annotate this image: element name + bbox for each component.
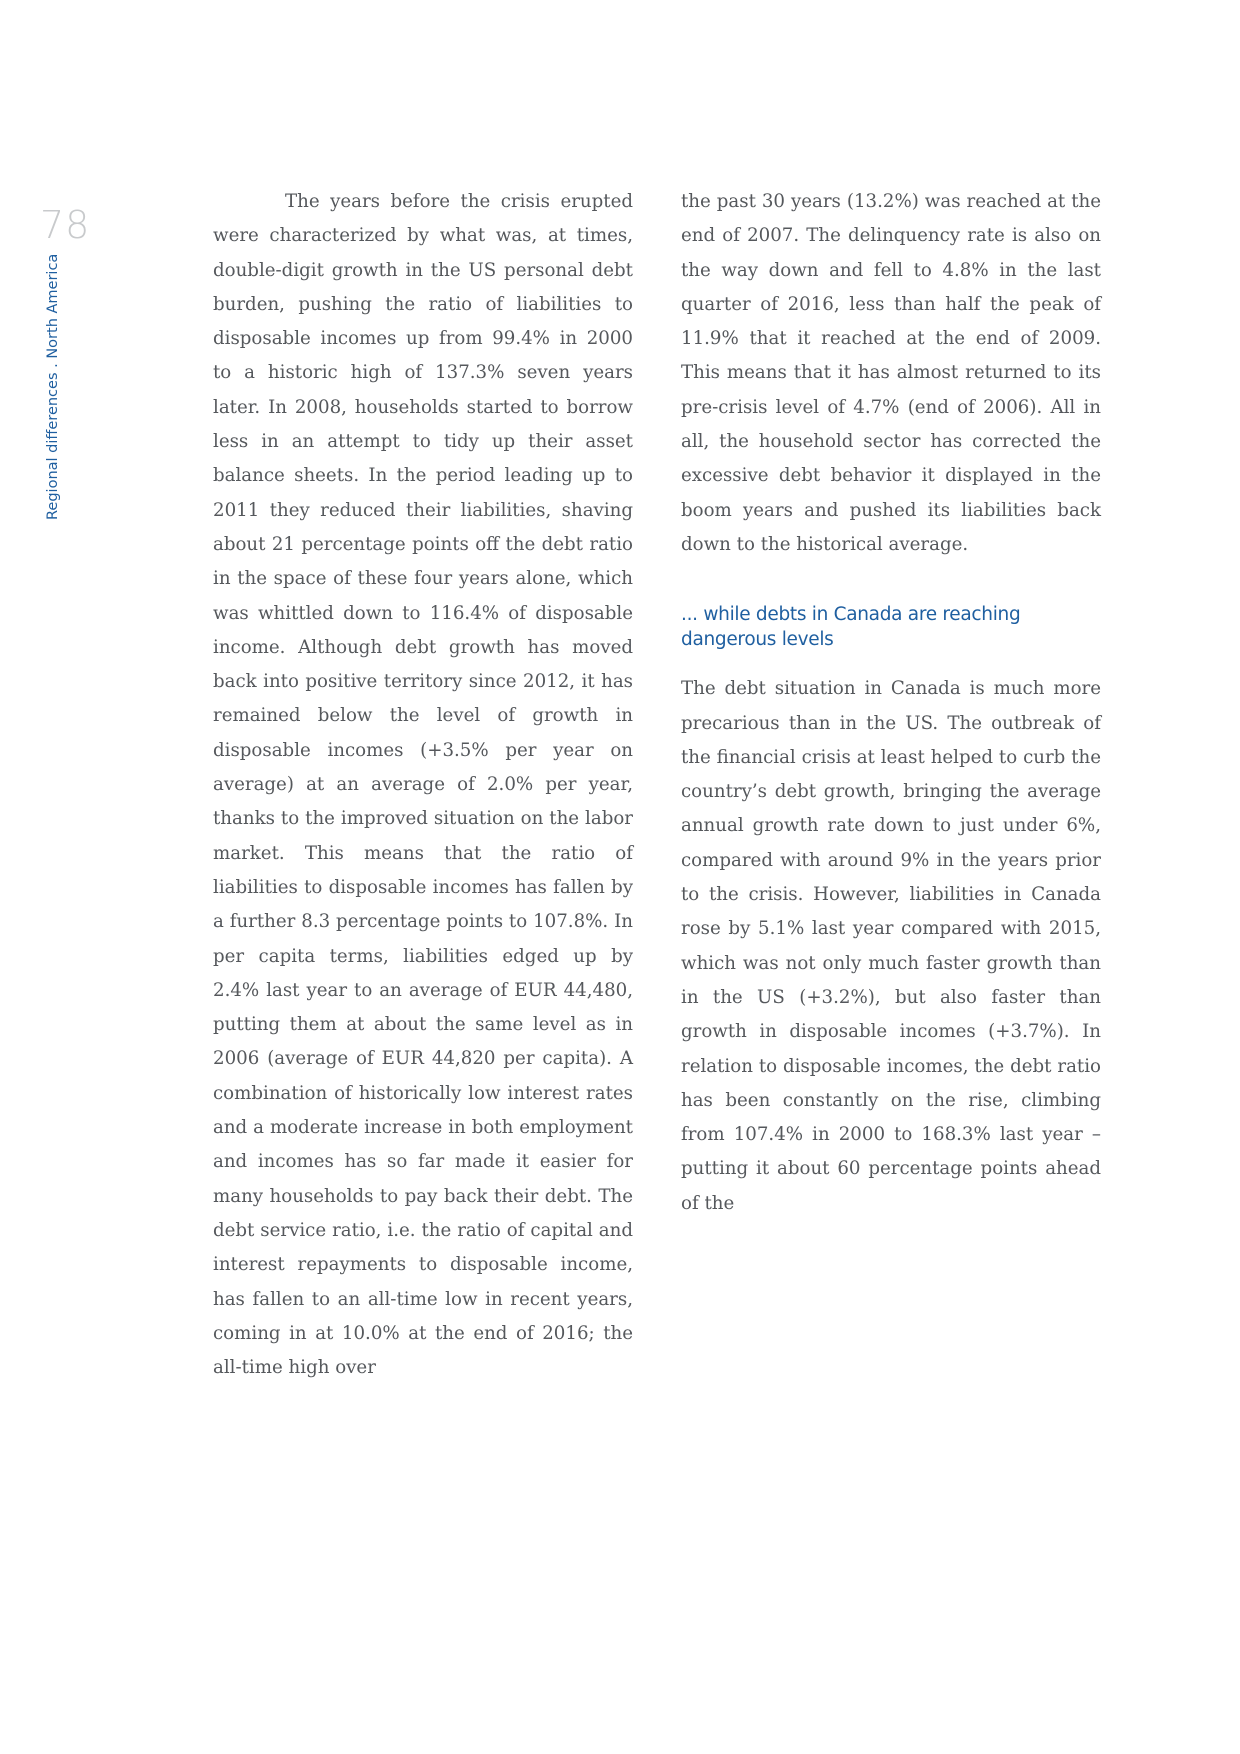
body-paragraph: the past 30 years (13.2%) was reached at the end of 2007. The delinquency rate is also on the way down and fell to 4.8% in the last quarter of 2016, less than half the peak of 11.9% that it reached at the end of 2009. This means that it has almost returned to its pre-crisis level of 4.7% (end of 2006). All in all, the household sector has corrected the excessive debt behavior it displayed in the boom years and pushed its liabilities back down to the historical average. [681,191,1101,555]
right-column [681,185,1101,1221]
body-paragraph: The years before the crisis erupted were characterized by what was, at times, double-digit growth in the US personal debt burden, pushing the ratio of liabilities to disposable incomes up from 99.4% in 2000 to a historic high of 137.3% seven years later. In 2008, households started to borrow less in an attempt to tidy up their asset balance sheets. In the period leading up to 2011 they reduced their liabilities, shaving about 21 percentage points off the debt ratio in the space of these four years alone, which was whittled down to 116.4% of disposable income. Although debt growth has moved back into positive territory since 2012, it has remained below the level of growth in disposable incomes (+3.5% per year on average) at an average of 2.0% per year, thanks to the improved situation on the labor market. This means that the ratio of liabilities to disposable incomes has fallen by a further 8.3 percentage points to 107.8%. In per capita terms, liabilities edged up by 2.4% last year to an average of EUR 44,480, putting them at about the same level as in 2006 (average of EUR 44,820 per capita). A combination of historically low interest rates and a moderate increase in both employment and incomes has so far made it easier for many households to pay back their debt. The debt service ratio, i.e. the ratio of capital and interest repayments to disposable income, has fallen to an all-time low in recent years, coming in at 10.0% at the end of 2016; the all-time high over [213,191,633,1379]
section-subheading: ... while debts in Canada are reaching dangerous levels [681,604,1021,651]
left-column [213,185,633,1385]
running-head: Regional differences . North America [45,253,61,520]
page-number: 78 [40,203,91,247]
body-paragraph: The debt situation in Canada is much more precarious than in the US. The outbreak of the financial crisis at least helped to curb the country’s debt growth, bringing the average annual growth rate down to just under 6%, compared with around 9% in the years prior to the crisis. However, liabilities in Canada rose by 5.1% last year compared with 2015, which was not only much faster growth than in the US (+3.2%), but also faster than growth in disposable incomes (+3.7%). In relation to disposable incomes, the debt ratio has been constantly on the rise, climbing from 107.4% in 2000 to 168.3% last year – putting it about 60 percentage points ahead of the [681,678,1101,1214]
